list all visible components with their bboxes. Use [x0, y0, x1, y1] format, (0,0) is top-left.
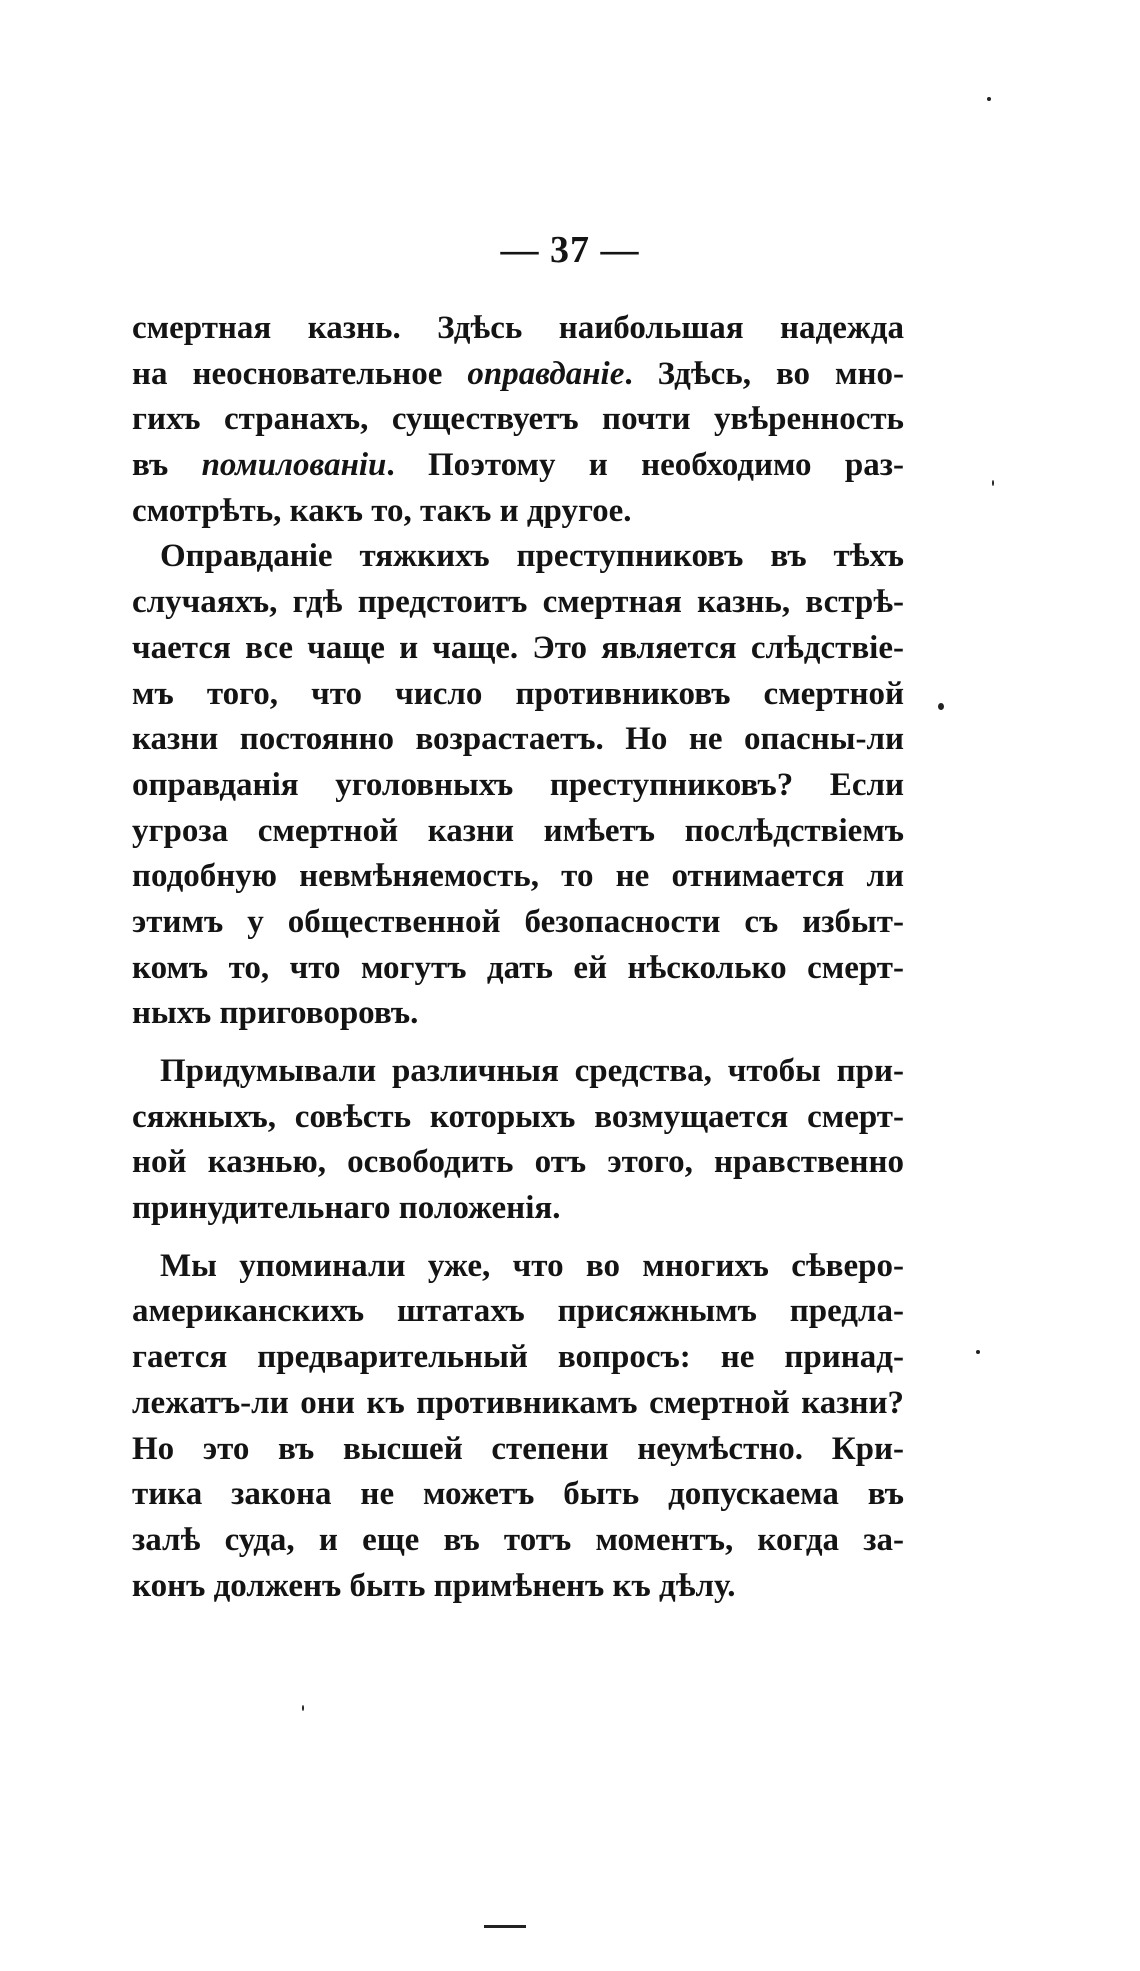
- paragraph-gap: [132, 1037, 904, 1049]
- emphasized-word: помилованіи: [201, 447, 387, 484]
- text-line: Придумывали различныя средства, чтобы при-: [160, 1053, 904, 1089]
- text-line: Мы упоминали уже, что во многихъ сѣверо-: [160, 1247, 904, 1284]
- page-number: — 37 —: [500, 229, 640, 271]
- text-line: въ помилованіи. Поэтому и необходимо раз-: [132, 447, 904, 484]
- paragraph-4: [132, 1244, 904, 1610]
- text-line: лежатъ-ли они къ противникамъ смертной казни?: [132, 1384, 904, 1421]
- text-line: сяжныхъ, совѣсть которыхъ возмущается смерт-: [132, 1098, 904, 1135]
- text-line: тика закона не можетъ быть допускаема въ: [132, 1476, 904, 1513]
- text-line: Оправданіе тяжкихъ преступниковъ въ тѣхъ: [160, 538, 904, 575]
- text-line: случаяхъ, гдѣ предстоитъ смертная казнь, встрѣ-: [132, 584, 904, 621]
- text-line: оправданія уголовныхъ преступниковъ? Если: [132, 766, 904, 803]
- text-line: Но это въ высшей степени неумѣстно. Кри-: [132, 1430, 904, 1467]
- text-line: ныхъ приговоровъ.: [132, 995, 419, 1032]
- text-line: смертная казнь. Здѣсь наибольшая надежда: [132, 310, 904, 346]
- paragraph-2: [132, 534, 904, 1037]
- text-line: на неосновательное оправданіе. Здѣсь, во мно-: [132, 355, 904, 392]
- text-line: залѣ суда, и еще въ тотъ моментъ, когда за-: [132, 1521, 904, 1558]
- emphasized-word: оправданіе: [467, 355, 625, 392]
- scan-speck: [987, 97, 991, 101]
- text-line: комъ то, что могутъ дать ей нѣсколько смерт-: [132, 949, 904, 986]
- text-line: американскихъ штатахъ присяжнымъ предла-: [132, 1293, 904, 1330]
- text-line: этимъ у общественной безопасности съ избыт-: [132, 903, 904, 940]
- paragraph-3: [132, 1049, 904, 1232]
- text-line: подобную невмѣняемость, то не отнимается ли: [132, 858, 904, 895]
- bottom-mark: [484, 1925, 526, 1928]
- text-line: казни постоянно возрастаетъ. Но не опасны-ли: [132, 721, 904, 758]
- scan-speck: [976, 1350, 980, 1354]
- body-text: [132, 306, 904, 1609]
- text-line: смотрѣть, какъ то, такъ и другое.: [132, 492, 632, 529]
- scan-speck: [302, 1705, 304, 1711]
- text-line: принудительнаго положенія.: [132, 1190, 561, 1227]
- text-line: мъ того, что число противниковъ смертной: [132, 675, 904, 712]
- text-line: гихъ странахъ, существуетъ почти увѣренность: [132, 401, 904, 438]
- text-line: конъ долженъ быть примѣненъ къ дѣлу.: [132, 1567, 736, 1604]
- paragraph-gap: [132, 1232, 904, 1244]
- scan-speck: [938, 703, 944, 710]
- scan-speck: [992, 480, 994, 486]
- text-line: ной казнью, освободить отъ этого, нравственно: [132, 1144, 904, 1181]
- paragraph-1: [132, 306, 904, 534]
- text-line: гается предварительный вопросъ: не принад-: [132, 1339, 904, 1376]
- text-line: угроза смертной казни имѣетъ послѣдствіемъ: [132, 812, 904, 849]
- text-line: чается все чаще и чаще. Это является слѣдствіе-: [132, 629, 904, 666]
